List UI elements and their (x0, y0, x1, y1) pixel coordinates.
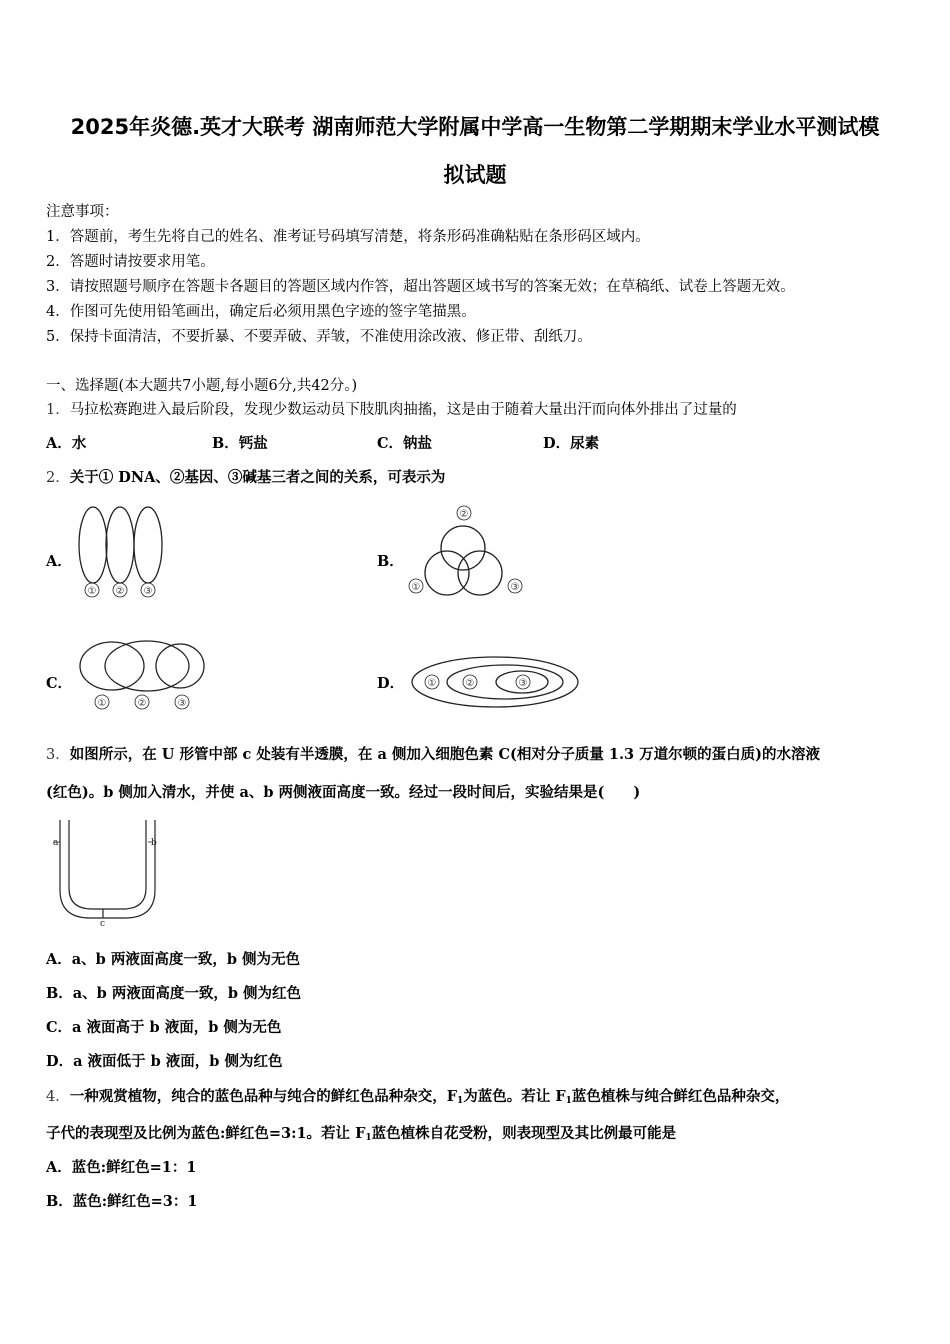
question-text: 马拉松赛跑进入最后阶段，发现少数运动员下肢肌肉抽搐，这是由于随着大量出汗而向体外排出了过量的 (69, 402, 737, 418)
notice-item: 1．答题前，考生先将自己的姓名、准考证号码填写清楚，将条形码准确粘贴在条形码区域内。 (46, 229, 650, 245)
q1-option-c: C．钠盐 (377, 435, 433, 452)
question-2 (46, 468, 445, 488)
question-text: 一种观赏植物，纯合的蓝色品种与纯合的鲜红色品种杂交，$F_1$为蓝色。若让 $F_1$蓝色植株与纯合鲜红色品种杂交， (69, 1088, 790, 1106)
q1-option-a: A．水 (46, 435, 87, 452)
q4-option-a: A．蓝色:鲜红色=1：1 (46, 1159, 197, 1176)
q2-option-b-label: B． (377, 553, 404, 570)
u-tube-inner (69, 820, 146, 909)
circle-label: ① (427, 678, 437, 689)
u-tube-figure (50, 818, 165, 930)
circle-label: ② (115, 586, 125, 597)
notice-item: 2．答题时请按要求用笔。 (46, 254, 215, 270)
question-3 (46, 745, 820, 765)
figure-label-a: a (53, 838, 59, 848)
figure-label-b: b (151, 838, 157, 848)
question-number: 3． (46, 747, 70, 763)
q1-option-b: B．钙盐 (212, 435, 268, 452)
circle-label: ② (137, 698, 147, 709)
circle-label: ② (459, 509, 469, 520)
notice-item: 5．保持卡面清洁，不要折暴、不要弄破、弄皱，不准使用涂改液、修正带、刮纸刀。 (46, 329, 592, 345)
circle-shape (458, 551, 502, 595)
question-1 (46, 400, 737, 420)
circle-label: ③ (510, 582, 520, 593)
ellipse-shape (79, 507, 107, 583)
ellipse-shape (412, 657, 578, 707)
ellipse-shape (105, 641, 189, 691)
circle-label: ① (411, 582, 421, 593)
circle-label: ① (97, 698, 107, 709)
circle-shape (441, 526, 485, 570)
q3-option-c: C．a 液面高于 b 液面，b 侧为无色 (46, 1019, 282, 1036)
page-title-line1: 2025年炎德.英才大联考 湖南师范大学附属中学高一生物第二学期期末学业水平测试模 (70, 115, 880, 139)
circle-label: ③ (518, 678, 528, 689)
section-header: 一、选择题(本大题共7小题,每小题6分,共42分。) (46, 378, 358, 394)
q1-option-d: D．尿素 (543, 435, 600, 452)
question-text: 如图所示，在 U 形管中部 c 处装有半透膜，在 a 侧加入细胞色素 C(相对分子质量 1.3 万道尔顿的蛋白质)的水溶液 (69, 746, 821, 763)
question-number: 1． (46, 402, 70, 418)
question-3-line2: (红色)。b 侧加入清水，并使 a、b 两侧液面高度一致。经过一段时间后，实验结果是( ) (46, 784, 641, 801)
venn-diagram-d (410, 655, 585, 711)
question-text: 关于① DNA、②基因、③碱基三者之间的关系，可表示为 (69, 469, 446, 486)
notice-item: 4．作图可先使用铅笔画出，确定后必须用黑色字迹的签字笔描黑。 (46, 304, 476, 320)
q3-option-b: B．a、b 两液面高度一致，b 侧为红色 (46, 985, 302, 1002)
circle-label: ② (465, 678, 475, 689)
q3-option-a: A．a、b 两液面高度一致，b 侧为无色 (46, 951, 301, 968)
circle-label: ③ (143, 586, 153, 597)
ellipse-shape (106, 507, 134, 583)
figure-label-c: c (100, 919, 106, 929)
question-4-line2: 子代的表现型及比例为蓝色:鲜红色=3:1。若让 $F_1$蓝色植株自花受粉，则表现型及其比例最可能是 (46, 1125, 677, 1143)
q2-option-a-label: A． (46, 553, 72, 570)
circle-shape (425, 551, 469, 595)
question-number: 2． (46, 470, 70, 486)
ellipse-shape (134, 507, 162, 583)
circle-label: ③ (177, 698, 187, 709)
q2-option-d-label: D． (377, 675, 405, 692)
question-4 (46, 1087, 789, 1111)
notice-item: 3．请按照题号顺序在答题卡各题目的答题区域内作答，超出答题区域书写的答案无效；在草稿纸、试卷上答题无效。 (46, 279, 795, 295)
ellipse-shape (447, 665, 563, 699)
question-number: 4． (46, 1089, 70, 1105)
venn-diagram-b (400, 500, 530, 605)
ellipse-shape (80, 642, 144, 690)
q2-option-c-label: C． (46, 675, 73, 692)
venn-diagram-a (70, 500, 170, 605)
page-title-line2: 拟试题 (443, 163, 507, 187)
q4-option-b: B．蓝色:鲜红色=3：1 (46, 1193, 198, 1210)
notice-heading: 注意事项： (46, 204, 119, 220)
venn-diagram-c (72, 636, 212, 716)
circle-label: ① (87, 586, 97, 597)
q3-option-d: D．a 液面低于 b 液面，b 侧为红色 (46, 1053, 283, 1070)
